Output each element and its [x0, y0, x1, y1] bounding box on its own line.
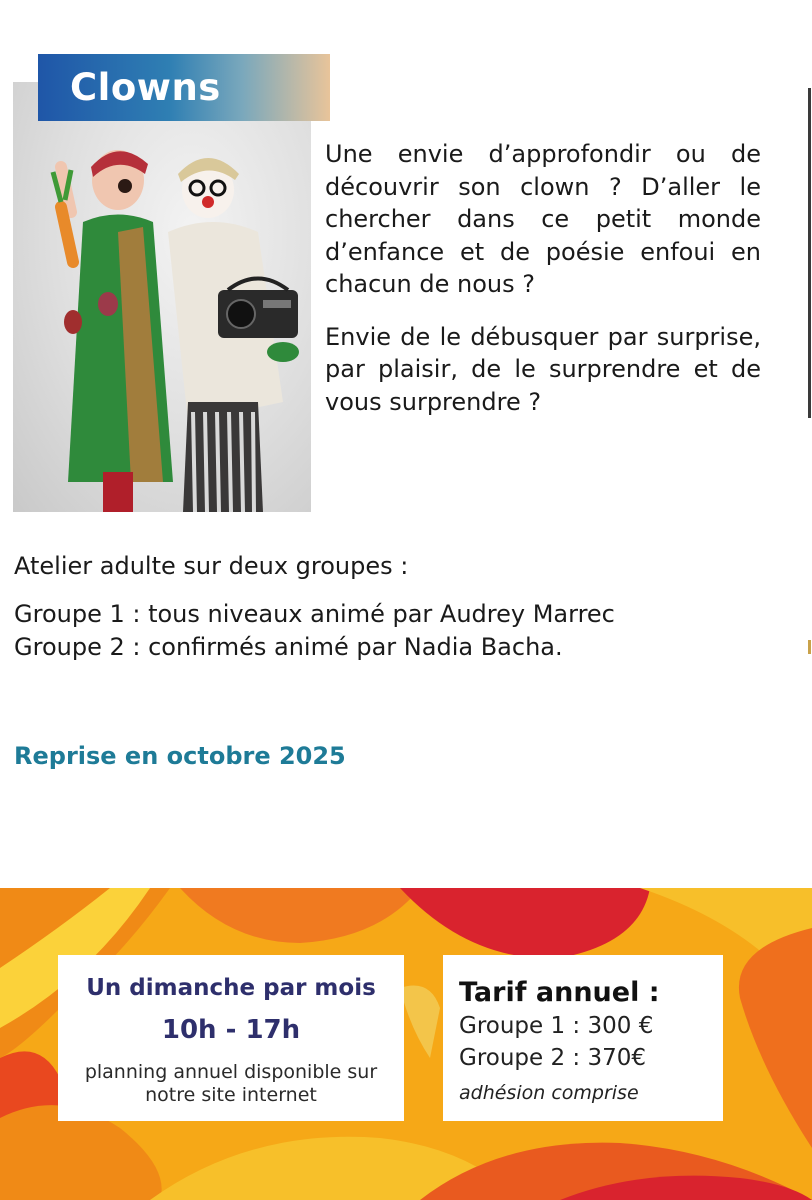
schedule-box: [58, 955, 404, 1121]
clowns-photo: [13, 82, 311, 512]
intro-text: [325, 138, 761, 438]
edge-accent: [808, 640, 811, 654]
tarif-heading: Tarif annuel :: [459, 977, 660, 1008]
schedule-note: planning annuel disponible sur notre site internet: [84, 1061, 378, 1106]
clowns-illustration: [13, 82, 311, 512]
title-banner: [38, 54, 330, 121]
edge-divider: [808, 88, 811, 418]
atelier-description: Atelier adulte sur deux groupes :: [14, 552, 409, 580]
tarif-group-1: Groupe 1 : 300 €: [459, 1013, 654, 1039]
reprise-date: Reprise en octobre 2025: [14, 742, 346, 770]
intro-paragraph-2: Envie de le débusquer par surprise, par plaisir, de le surprendre et de vous surprendre ?: [325, 322, 761, 416]
schedule-hours: 10h - 17h: [161, 1015, 301, 1045]
tarif-note: adhésion comprise: [459, 1082, 639, 1104]
schedule-frequency: Un dimanche par mois: [86, 975, 376, 1001]
page-title: Clowns: [70, 66, 221, 109]
intro-paragraph-1: Une envie d’approfondir ou de découvrir son clown ? D’aller le chercher dans ce petit monde d’enfance et de poésie enfoui en chacun de nous ?: [325, 140, 761, 298]
group-1-line: Groupe 1 : tous niveaux animé par Audrey Marrec: [14, 600, 615, 628]
group-2-line: Groupe 2 : confirmés animé par Nadia Bacha.: [14, 633, 563, 661]
tarif-group-2: Groupe 2 : 370€: [459, 1045, 647, 1071]
tarif-box: [443, 955, 723, 1121]
